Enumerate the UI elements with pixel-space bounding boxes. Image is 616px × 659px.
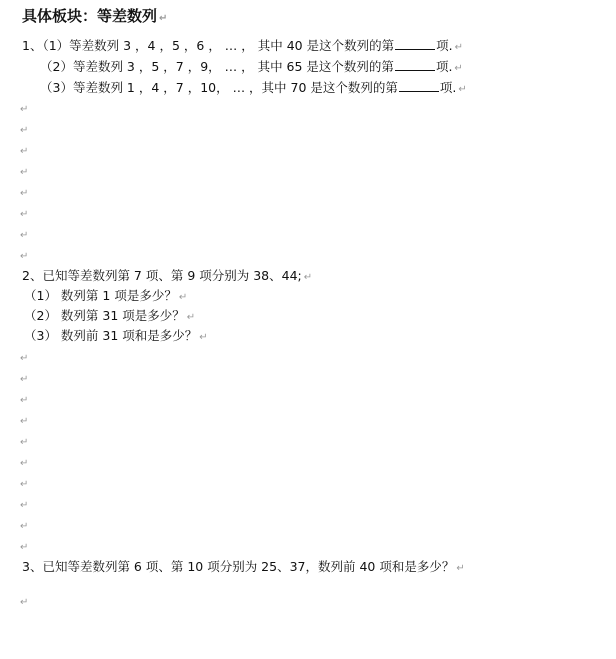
paragraph-mark-icon: ↵: [186, 312, 196, 323]
paragraph-mark-icon: ↵: [20, 188, 29, 199]
paragraph-mark-icon: ↵: [20, 167, 29, 178]
q2-sub-1-text: （1） 数列第 1 项是多少？: [24, 288, 177, 303]
paragraph-mark-icon: ↵: [458, 84, 467, 95]
paragraph-mark-icon: ↵: [199, 332, 208, 343]
answer-blank[interactable]: [399, 79, 439, 92]
q1-part3: [40, 79, 467, 97]
paragraph-mark-icon: ↵: [20, 353, 29, 364]
paragraph-mark-icon: ↵: [20, 416, 29, 427]
answer-blank[interactable]: [395, 58, 435, 71]
paragraph-mark-icon: ↵: [20, 395, 29, 406]
q1-part1-suffix: 项.: [436, 38, 453, 53]
q1-part2-text: 等差数列 3 ，5 ，7 ，9， … ， 其中 65 是这个数列的第: [72, 59, 394, 74]
title-text: 具体板块：等差数列: [22, 7, 158, 25]
paragraph-mark-icon: ↵: [20, 437, 29, 448]
q2-sub-2: [24, 307, 195, 325]
q2-sub-3-text: （3） 数列前 31 项和是多少？: [24, 328, 198, 343]
paragraph-mark-icon: ↵: [178, 292, 188, 303]
paragraph-mark-icon: ↵: [20, 209, 29, 220]
q1-part2: [40, 58, 463, 76]
q2-stem: [22, 267, 312, 285]
q3-stem-text: 3、已知等差数列第 6 项、第 10 项分别为 25、37，数列前 40 项和是多少？: [22, 559, 455, 574]
q2-stem-text: 2、已知等差数列第 7 项、第 9 项分别为 38、44;: [22, 268, 302, 283]
paragraph-mark-icon: ↵: [20, 458, 29, 469]
paragraph-mark-icon: ↵: [20, 542, 29, 553]
q1-part1: [22, 37, 463, 55]
paragraph-mark-icon: ↵: [454, 63, 463, 74]
q1-part3-text: 等差数列 1 ，4 ，7 ，10， … ，其中 70 是这个数列的第: [72, 80, 398, 95]
paragraph-mark-icon: ↵: [20, 597, 29, 608]
q2-sub-3: [24, 327, 208, 345]
paragraph-mark-icon: ↵: [20, 500, 29, 511]
q2-sub-2-text: （2） 数列第 31 项是多少？: [24, 308, 185, 323]
q1-part1-label: （1）: [42, 38, 70, 53]
q1-number: 1、: [22, 38, 43, 53]
q2-sub-1: [24, 287, 187, 305]
paragraph-mark-icon: ↵: [20, 251, 29, 262]
paragraph-mark-icon: ↵: [20, 479, 29, 490]
paragraph-mark-icon: ↵: [20, 230, 29, 241]
paragraph-mark-icon: ↵: [303, 272, 313, 283]
paragraph-mark-icon: ↵: [20, 146, 29, 157]
document-title: [22, 5, 167, 26]
q1-part3-label: （3）: [40, 80, 73, 95]
paragraph-mark-icon: ↵: [20, 521, 29, 532]
paragraph-mark-icon: ↵: [456, 563, 465, 574]
q1-part2-suffix: 项.: [435, 59, 453, 74]
q1-part3-suffix: 项.: [439, 80, 457, 95]
q3-stem: [22, 558, 465, 576]
paragraph-mark-icon: ↵: [20, 374, 29, 385]
paragraph-mark-icon: ↵: [159, 13, 168, 24]
answer-blank[interactable]: [395, 37, 435, 50]
paragraph-mark-icon: ↵: [454, 42, 463, 53]
q1-part1-text: 等差数列 3 ，4 ，5 ，6 ， … ， 其中 40 是这个数列的第: [69, 38, 395, 53]
paragraph-mark-icon: ↵: [20, 125, 29, 136]
q1-part2-label: （2）: [40, 59, 73, 74]
paragraph-mark-icon: ↵: [20, 104, 29, 115]
